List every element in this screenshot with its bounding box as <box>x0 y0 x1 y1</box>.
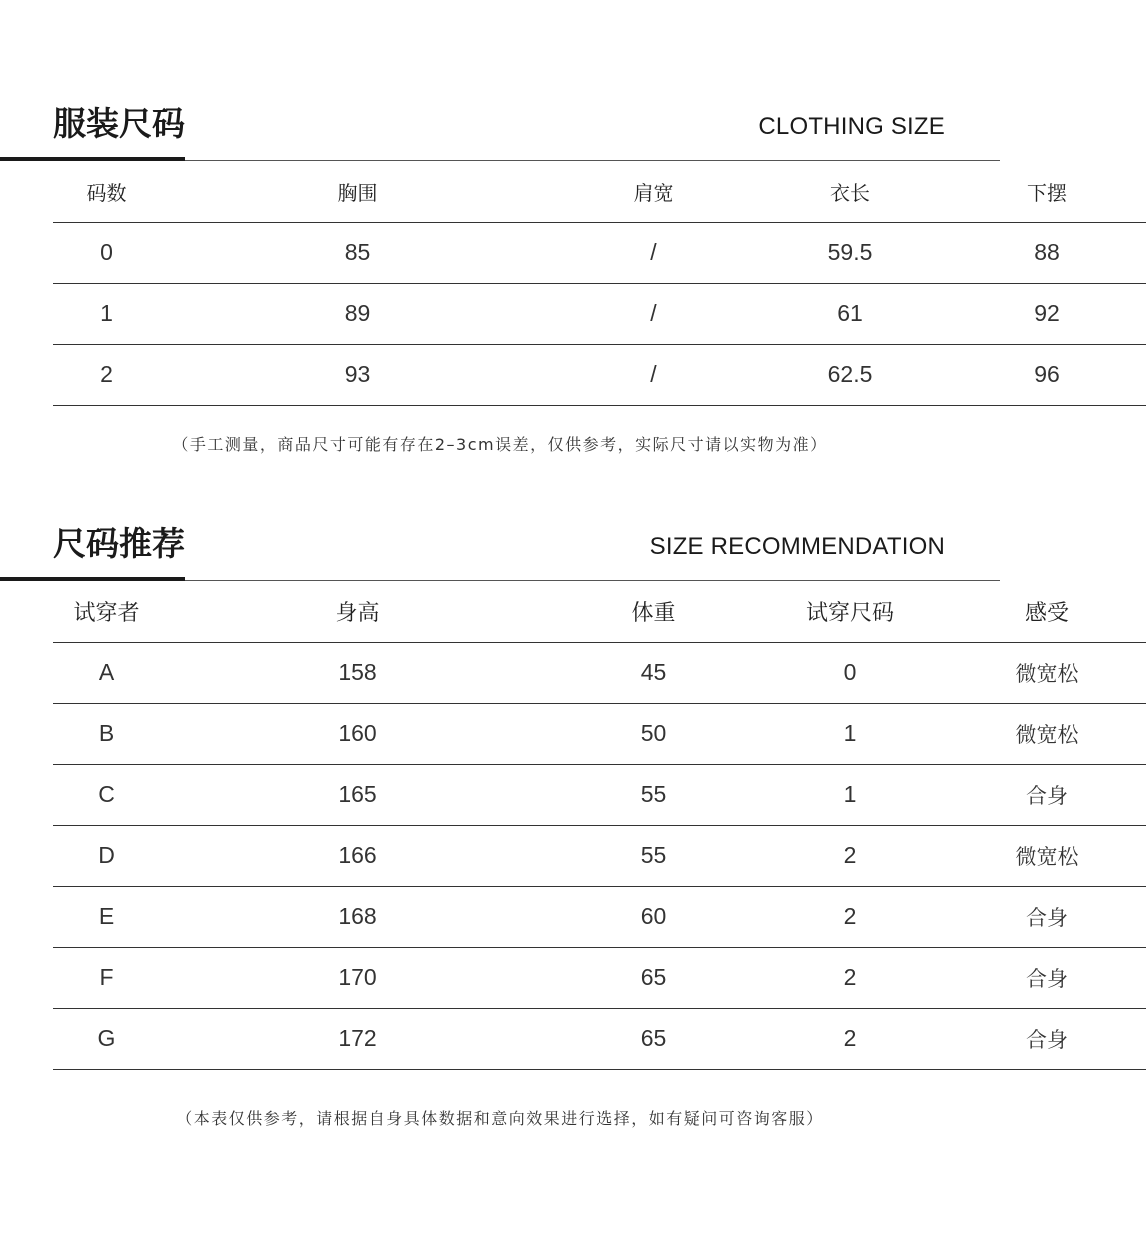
size-recommendation-note: （本表仅供参考，请根据自身具体数据和意向效果进行选择，如有疑问可咨询客服） <box>176 1109 824 1128</box>
table-cell: 1 <box>752 703 948 764</box>
table-cell: 50 <box>555 703 752 764</box>
table-cell: 92 <box>948 283 1146 344</box>
table-cell: 65 <box>555 947 752 1008</box>
table-row <box>53 825 1146 886</box>
header-cell: 码数 <box>53 161 160 222</box>
size-recommendation-table <box>53 581 1146 1070</box>
header-cell: 衣长 <box>752 161 948 222</box>
header-cell: 下摆 <box>948 161 1146 222</box>
table-cell: D <box>53 825 160 886</box>
table-cell: 168 <box>160 886 555 947</box>
table-cell: E <box>53 886 160 947</box>
header-cell: 试穿尺码 <box>752 581 948 642</box>
table-row <box>53 642 1146 703</box>
table-cell: 59.5 <box>752 222 948 283</box>
table-header-row <box>53 161 1146 222</box>
table-cell: 0 <box>53 222 160 283</box>
table-cell: 2 <box>752 1008 948 1069</box>
table-cell: F <box>53 947 160 1008</box>
table-cell: G <box>53 1008 160 1069</box>
table-cell: 160 <box>160 703 555 764</box>
header-cell: 肩宽 <box>555 161 752 222</box>
table-row <box>53 886 1146 947</box>
table-cell: 2 <box>752 886 948 947</box>
table-cell: 172 <box>160 1008 555 1069</box>
table-cell: 85 <box>160 222 555 283</box>
table-cell: 合身 <box>948 1008 1146 1069</box>
table-row <box>53 947 1146 1008</box>
table-cell: B <box>53 703 160 764</box>
clothing-size-note: （手工测量，商品尺寸可能有存在2–3cm误差，仅供参考，实际尺寸请以实物为准） <box>172 435 828 454</box>
table-cell: / <box>555 344 752 405</box>
table-cell: 62.5 <box>752 344 948 405</box>
table-cell: 165 <box>160 764 555 825</box>
table-cell: C <box>53 764 160 825</box>
table-cell: / <box>555 222 752 283</box>
table-cell: 166 <box>160 825 555 886</box>
table-cell: 55 <box>555 825 752 886</box>
table-cell: 2 <box>752 947 948 1008</box>
clothing-size-title-zh: 服装尺码 <box>53 104 185 143</box>
table-cell: 2 <box>53 344 160 405</box>
table-row <box>53 703 1146 764</box>
table-cell: 96 <box>948 344 1146 405</box>
table-cell: 微宽松 <box>948 825 1146 886</box>
table-cell: 合身 <box>948 764 1146 825</box>
header-cell: 身高 <box>160 581 555 642</box>
table-cell: 合身 <box>948 947 1146 1008</box>
header-cell: 感受 <box>948 581 1146 642</box>
table-cell: 1 <box>752 764 948 825</box>
table-cell: A <box>53 642 160 703</box>
table-row <box>53 1008 1146 1069</box>
table-cell: 93 <box>160 344 555 405</box>
table-header-row <box>53 581 1146 642</box>
table-row <box>53 764 1146 825</box>
table-cell: 170 <box>160 947 555 1008</box>
table-row <box>53 283 1146 344</box>
table-cell: 65 <box>555 1008 752 1069</box>
table-cell: 89 <box>160 283 555 344</box>
clothing-size-table <box>53 161 1146 406</box>
size-recommendation-title-en: SIZE RECOMMENDATION <box>649 533 945 560</box>
table-cell: 45 <box>555 642 752 703</box>
table-cell: 88 <box>948 222 1146 283</box>
table-cell: 微宽松 <box>948 642 1146 703</box>
table-cell: 61 <box>752 283 948 344</box>
table-row <box>53 344 1146 405</box>
table-cell: 2 <box>752 825 948 886</box>
table-row <box>53 222 1146 283</box>
table-cell: 158 <box>160 642 555 703</box>
clothing-size-title-en: CLOTHING SIZE <box>758 113 945 140</box>
table-cell: 1 <box>53 283 160 344</box>
table-cell: / <box>555 283 752 344</box>
table-cell: 微宽松 <box>948 703 1146 764</box>
table-cell: 0 <box>752 642 948 703</box>
size-recommendation-title-zh: 尺码推荐 <box>53 524 185 563</box>
header-cell: 体重 <box>555 581 752 642</box>
table-cell: 55 <box>555 764 752 825</box>
table-cell: 合身 <box>948 886 1146 947</box>
table-cell: 60 <box>555 886 752 947</box>
header-cell: 试穿者 <box>53 581 160 642</box>
header-cell: 胸围 <box>160 161 555 222</box>
